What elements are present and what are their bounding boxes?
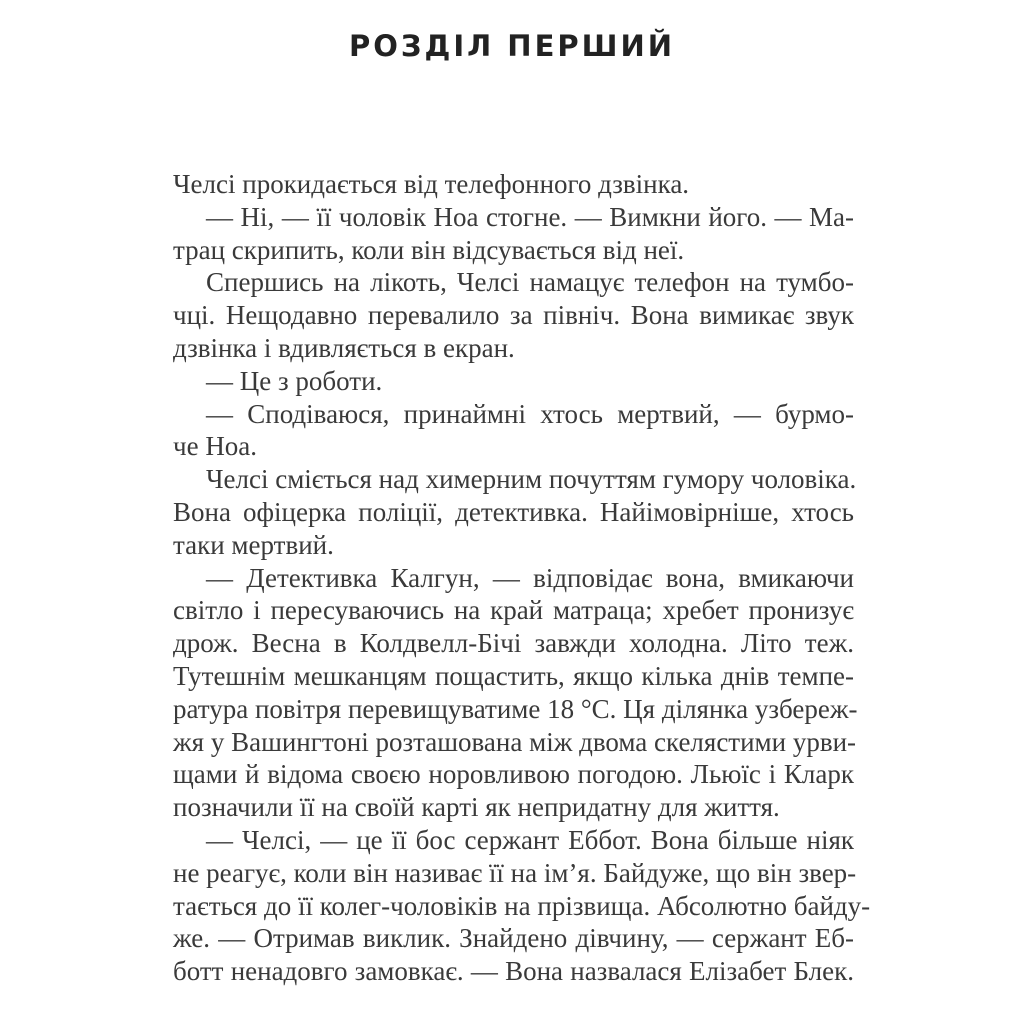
text-line: дзвінка і вдивляється в екран. [173,332,515,363]
text-line: Челсі сміється над химерним почуттям гумору чоловіка. [206,464,857,495]
text-line: ратура повітря перевищуватиме 18 °С. Ця ділянка узбереж- [173,693,858,724]
text-line: — Челсі, — це її бос сержант Еббот. Вона більше ніяк [206,824,854,855]
text-line: трац скрипить, коли він відсувається від неї. [173,234,685,265]
text-line: — Це з роботи. [206,365,383,396]
text-line: че Ноа. [173,431,258,462]
text-line: — Сподіваюся, принаймні хтось мертвий, — бурмо- [206,398,854,429]
text-line: позначили її на своїй карті як непридатну для життя. [173,792,780,823]
text-line: щами й відома своєю норовливою погодою. Льюїс і Кларк [173,759,854,790]
text-line: таки мертвий. [173,529,334,560]
text-line: чці. Нещодавно перевалило за північ. Вона вимикає звук [173,300,854,331]
text-line: же. — Отримав виклик. Знайдено дівчину, — сержант Еб- [173,923,854,954]
body-text [173,168,871,988]
text-line: — Ні, — її чоловік Ноа стогне. — Вимкни його. — Ма- [206,201,854,232]
chapter-title: РОЗДІЛ ПЕРШИЙ [348,29,675,64]
text-line: тається до її колег-чоловіків на прізвища. Абсолютно байду- [173,890,871,921]
text-line: — Детективка Калгун, — відповідає вона, вмикаючи [206,562,854,593]
text-line: Челсі прокидається від телефонного дзвінка. [173,169,690,199]
text-line: не реагує, коли він називає її на ім’я. Байдуже, що він звер- [173,857,857,888]
text-line: ботт ненадовго замовкає. — Вона назвалася Елізабет Блек. [173,956,854,987]
text-line: Тутешнім мешканцям пощастить, якщо кілька днів темпе- [173,660,854,691]
text-line: Спершись на лікоть, Челсі намацує телефон на тумбо- [206,267,854,298]
text-line: Вона офіцерка поліції, детективка. Найімовірніше, хтось [173,496,854,527]
text-line: жя у Вашингтоні розташована між двома скелястими урви- [173,726,857,757]
text-line: світло і пересуваючись на край матраца; хребет пронизує [173,595,854,626]
text-line: дрож. Весна в Колдвелл-Бічі завжди холодна. Літо теж. [173,628,854,659]
